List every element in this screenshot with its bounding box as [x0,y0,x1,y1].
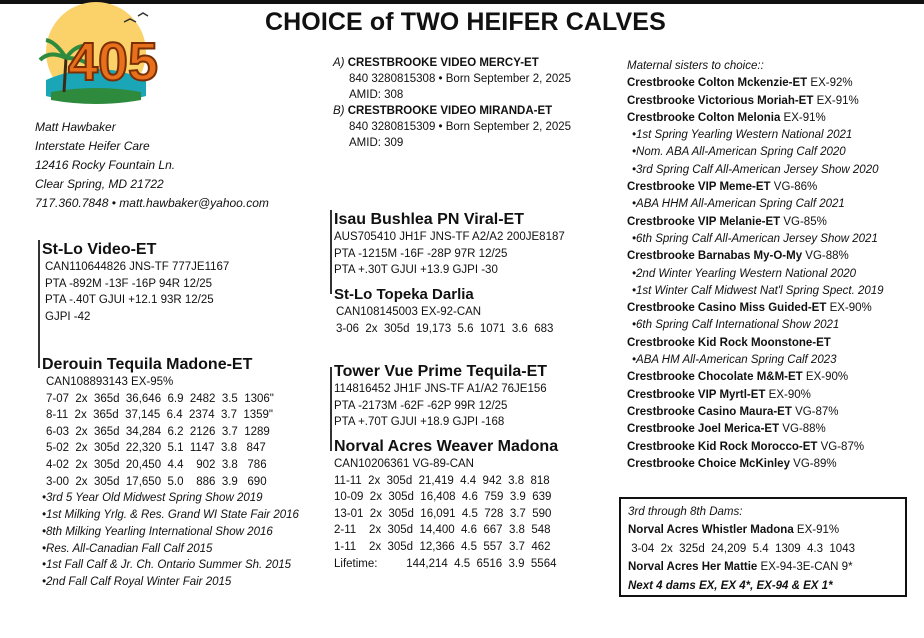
bracket-mgs [330,210,332,294]
sister-entry [627,387,919,404]
sister-honor: •Nom. ABA All-American Spring Calf 2020 [632,146,846,159]
mgs-block [334,210,565,279]
sister-score: EX-90% [826,302,872,315]
sister-name: Crestbrooke Chocolate M&M-ET [627,371,803,384]
sister-list [627,75,919,473]
dam-record: 4-02 2x 305d 20,450 4.4 902 3.8 786 [46,458,267,471]
sister-score: EX-91% [780,111,826,124]
dam-name: Derouin Tequila Madone-ET [42,356,253,373]
sister-honor: •1st Spring Yearling Western National 2021 [632,129,853,142]
choice-id-line: 840 3280815308 • Born September 2, 2025 [349,73,572,85]
dam-registration: CAN108893143 EX-95% [46,376,174,388]
sister-name: Crestbrooke Barnabas My-O-My [627,250,803,263]
contact-info [35,118,269,213]
next-dams-summary: Next 4 dams EX, EX 4*, EX-94 & EX 1* [628,579,833,592]
mggd-name: Norval Acres Weaver Madona [334,438,559,455]
sister-name: Crestbrooke Kid Rock Moonstone-ET [627,336,831,349]
mgs-line: PTA +.30T GJUI +13.9 GJPI -30 [334,264,498,277]
contact-phone-email: 717.360.7848 • matt.hawbaker@yahoo.com [35,196,269,210]
mggs-block [334,362,547,431]
sister-score: EX-90% [802,371,849,384]
contact-address: 12416 Rocky Fountain Ln. [35,158,176,172]
sister-entry [627,369,919,386]
sire-name: St-Lo Video-ET [42,241,157,258]
choice-name: CRESTBROOKE VIDEO MERCY-ET [347,57,539,69]
dam-entry-record: 3-04 2x 325d 24,209 5.4 1309 4.3 1043 [628,542,855,555]
sire-line: PTA -.40T GJUI +12.1 93R 12/25 [45,294,214,307]
dam-entry-name: Norval Acres Her Mattie [628,561,758,574]
dam-entry [628,521,905,539]
mggd-block [334,437,558,572]
sister-name: Crestbrooke Casino Maura-ET [627,405,792,418]
dam-entry-name: Norval Acres Whistler Madona [628,524,794,537]
sister-score: VG-87% [817,440,865,453]
sister-score: VG-88% [802,250,849,263]
mgs-line: AUS705410 JH1F JNS-TF A2/A2 200JE8187 [334,231,565,243]
sister-entry [627,421,919,438]
dams-box [619,497,907,597]
contact-city: Clear Spring, MD 21722 [35,177,164,191]
sister-name: Crestbrooke Choice McKinley [627,457,790,470]
sister-honor: •6th Spring Calf International Show 2021 [632,319,840,332]
sister-entry [627,75,919,92]
dam-record: 3-00 2x 305d 17,650 5.0 886 3.9 690 [46,475,267,488]
dam-honor: •2nd Fall Calf Royal Winter Fair 2015 [42,576,232,589]
sister-entry [627,110,919,127]
dam-honor: •1st Milking Yrlg. & Res. Grand WI State Fair 2016 [42,508,299,521]
dams-heading: 3rd through 8th Dams: [628,506,743,518]
dam-record: 8-11 2x 365d 37,145 6.4 2374 3.7 1359" [46,409,274,422]
mggs-line: PTA +.70T GJUI +18.9 GJPI -168 [334,416,505,429]
sister-honor: •6th Spring Calf All-American Jersey Show 2021 [632,232,878,245]
mggd-lifetime: Lifetime: 144,214 4.5 6516 3.9 5564 [334,557,557,570]
sister-score: EX-91% [813,94,859,107]
mggd-registration: CAN10206361 VG-89-CAN [334,458,474,470]
mggs-name: Tower Vue Prime Tequila-ET [334,363,548,380]
choice-b [333,103,571,119]
mggd-record: 13-01 2x 305d 16,091 4.5 728 3.7 590 [334,507,552,520]
lot-logo [6,0,191,112]
sister-honor: •ABA HM All-American Spring Calf 2023 [632,354,837,367]
sire-line: PTA -892M -13F -16P 94R 12/25 [45,277,213,290]
sister-entry [627,214,919,231]
sister-entry [627,439,919,456]
sister-name: Crestbrooke Colton Melonia [627,111,781,124]
sister-entry [627,404,919,421]
sister-score: VG-88% [779,423,826,436]
mgs-line: PTA -1215M -16F -28P 97R 12/25 [334,247,508,260]
mggs-line: PTA -2173M -62F -62P 99R 12/25 [334,399,508,412]
sister-entry [627,456,919,473]
sire-block [42,240,229,325]
mggd-record: 1-11 2x 305d 12,366 4.5 557 3.7 462 [334,540,551,553]
sister-score: VG-89% [789,457,837,470]
sister-name: Crestbrooke VIP Myrtl-ET [627,388,766,401]
sister-name: Crestbrooke VIP Meme-ET [627,181,771,194]
sister-entry [627,335,919,352]
sister-honor: •3rd Spring Calf All-American Jersey Show 2020 [632,163,879,176]
dam-block [42,355,299,591]
mgd-registration: CAN108145003 EX-92-CAN [336,306,482,318]
dam-honor: •8th Milking Yearling International Show 2016 [42,525,273,538]
palm-trunk [64,58,66,92]
choice-label: B) [333,105,345,117]
sire-line: CAN110644826 JNS-TF 777JE1167 [45,261,230,273]
sister-name: Crestbrooke Colton Mckenzie-ET [627,77,808,90]
mgd-record: 3-06 2x 305d 19,173 5.6 1071 3.6 683 [336,322,554,335]
dam-record: 6-03 2x 365d 34,284 6.2 2126 3.7 1289 [46,425,270,438]
mggd-record: 2-11 2x 305d 14,400 4.6 667 3.8 548 [334,524,551,537]
sister-name: Crestbrooke Casino Miss Guided-ET [627,302,827,315]
lot-number: 405 [67,32,159,92]
sister-score: EX-90% [765,388,811,401]
choice-id-line: 840 3280815309 • Born September 2, 2025 [349,121,572,133]
choice-name: CRESTBROOKE VIDEO MIRANDA-ET [347,105,553,117]
sister-honor: •2nd Winter Yearling Western National 2020 [632,267,857,280]
sister-honor: •ABA HHM All-American Spring Calf 2021 [632,198,845,211]
dam-record: 5-02 2x 305d 22,320 5.1 1147 3.8 847 [46,442,266,455]
sister-name: Crestbrooke Joel Merica-ET [627,423,780,436]
contact-company: Interstate Heifer Care [35,139,150,153]
sister-entry [627,93,919,110]
bracket-sire-dam [38,240,40,368]
sister-name: Crestbrooke VIP Melanie-ET [627,215,781,228]
dam-record: 7-07 2x 365d 36,646 6.9 2482 3.5 1306" [46,392,274,405]
sister-honor: •1st Winter Calf Midwest Nat'l Spring Spect. 2019 [632,284,884,297]
sister-score: EX-92% [807,77,853,90]
sister-entry [627,179,919,196]
dam-entry-score: EX-94-3E-CAN 9* [757,561,853,574]
mggd-record: 10-09 2x 305d 16,408 4.6 759 3.9 639 [334,491,552,504]
sister-score: VG-87% [791,405,839,418]
sister-entry [627,300,919,317]
mgd-block [334,285,553,337]
contact-name: Matt Hawbaker [35,120,116,134]
mgd-name: St-Lo Topeka Darlia [334,286,474,303]
sire-line: GJPI -42 [45,310,91,323]
mggd-record: 11-11 2x 305d 21,419 4.4 942 3.8 818 [334,474,550,487]
dam-honor: •3rd 5 Year Old Midwest Spring Show 2019 [42,492,263,505]
choice-amid: AMID: 308 [349,89,404,101]
choice-label: A) [333,57,345,69]
bracket-mggs [330,367,332,451]
choice-list [333,55,571,151]
sister-name: Crestbrooke Victorious Moriah-ET [627,94,814,107]
sister-score: VG-86% [770,181,818,194]
sister-score: VG-85% [780,215,827,228]
dam-entry-score: EX-91% [793,524,840,537]
dam-honor: •1st Fall Calf & Jr. Ch. Ontario Summer Sh. 2015 [42,559,292,572]
choice-amid: AMID: 309 [349,137,404,149]
sisters-heading: Maternal sisters to choice:: [627,60,764,72]
sister-entry [627,248,919,265]
maternal-sisters [627,58,919,473]
choice-a [333,55,571,71]
mggs-line: 114816452 JH1F JNS-TF A1/A2 76JE156 [334,383,547,395]
dam-entry [628,558,905,576]
page-title: CHOICE of TWO HEIFER CALVES [265,8,666,36]
dam-honor: •Res. All-Canadian Fall Calf 2015 [42,542,213,555]
mgs-name: Isau Bushlea PN Viral-ET [334,211,524,228]
sister-name: Crestbrooke Kid Rock Morocco-ET [627,440,818,453]
